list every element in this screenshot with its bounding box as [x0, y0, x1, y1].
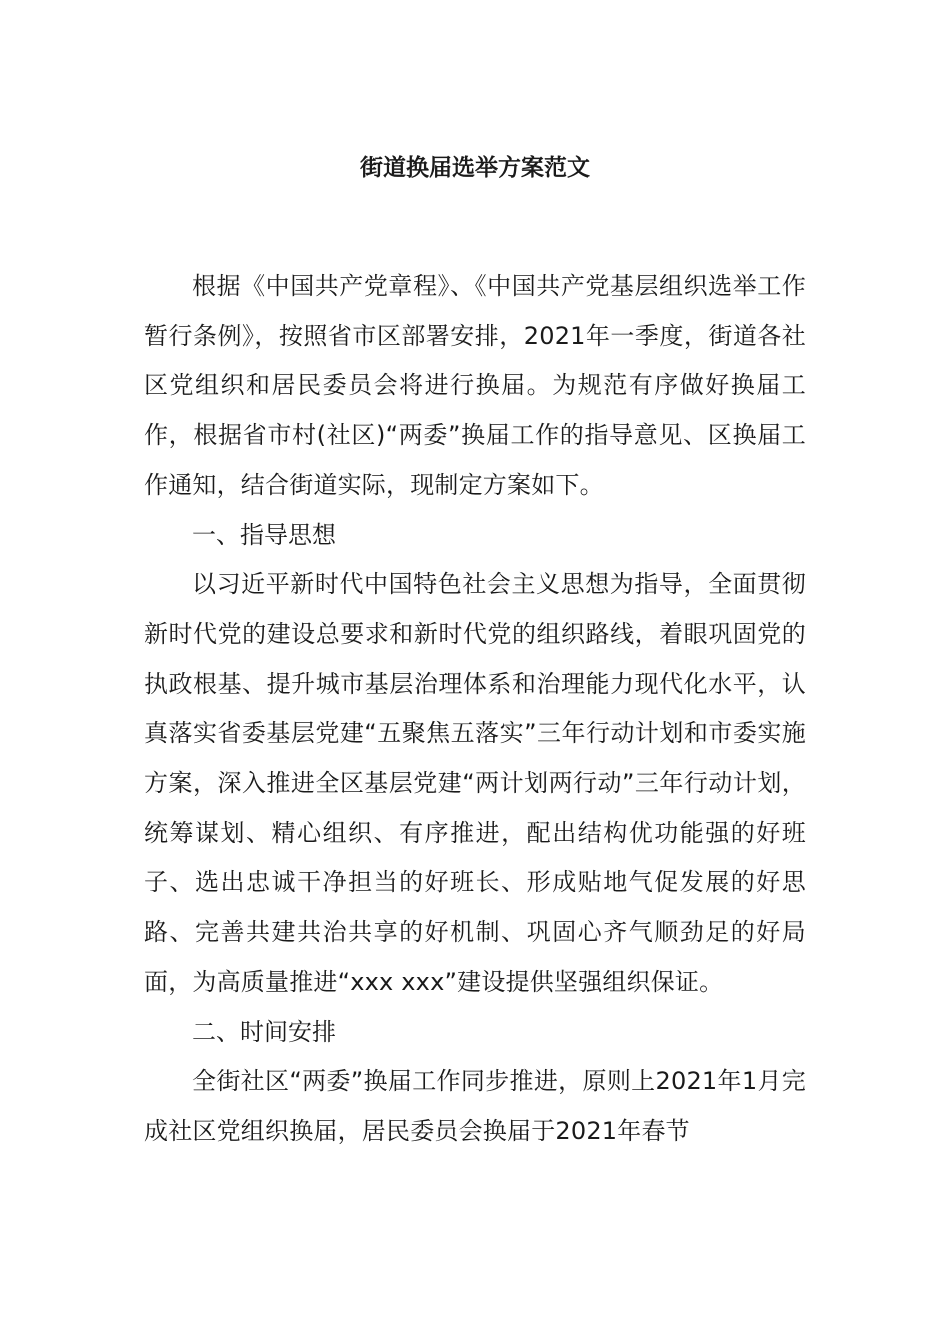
intro-paragraph: 根据《中国共产党章程》、《中国共产党基层组织选举工作暂行条例》，按照省市区部署安排，2021年一季度，街道各社区党组织和居民委员会将进行换届。为规范有序做好换届工作，根据省市村(社区)“两委”换届工作的指导意见、区换届工作通知，结合街道实际，现制定方案如下。: [144, 272, 806, 499]
section-heading-schedule: 二、时间安排: [192, 1017, 336, 1046]
document-title: 街道换届选举方案范文: [360, 155, 590, 181]
section-heading-guiding-ideology: 一、指导思想: [192, 520, 336, 549]
document-body: [144, 262, 806, 1157]
schedule-paragraph: 全街社区“两委”换届工作同步推进，原则上2021年1月完成社区党组织换届，居民委员会换届于2021年春节: [144, 1067, 806, 1145]
guiding-ideology-paragraph: 以习近平新时代中国特色社会主义思想为指导，全面贯彻新时代党的建设总要求和新时代党的组织路线，着眼巩固党的执政根基、提升城市基层治理体系和治理能力现代化水平，认真落实省委基层党建“五聚焦五落实”三年行动计划和市委实施方案，深入推进全区基层党建“两计划两行动”三年行动计划，统筹谋划、精心组织、有序推进，配出结构优功能强的好班子、选出忠诚干净担当的好班长、形成贴地气促发展的好思路、完善共建共治共享的好机制、巩固心齐气顺劲足的好局面，为高质量推进“xxx xxx”建设提供坚强组织保证。: [144, 570, 806, 996]
